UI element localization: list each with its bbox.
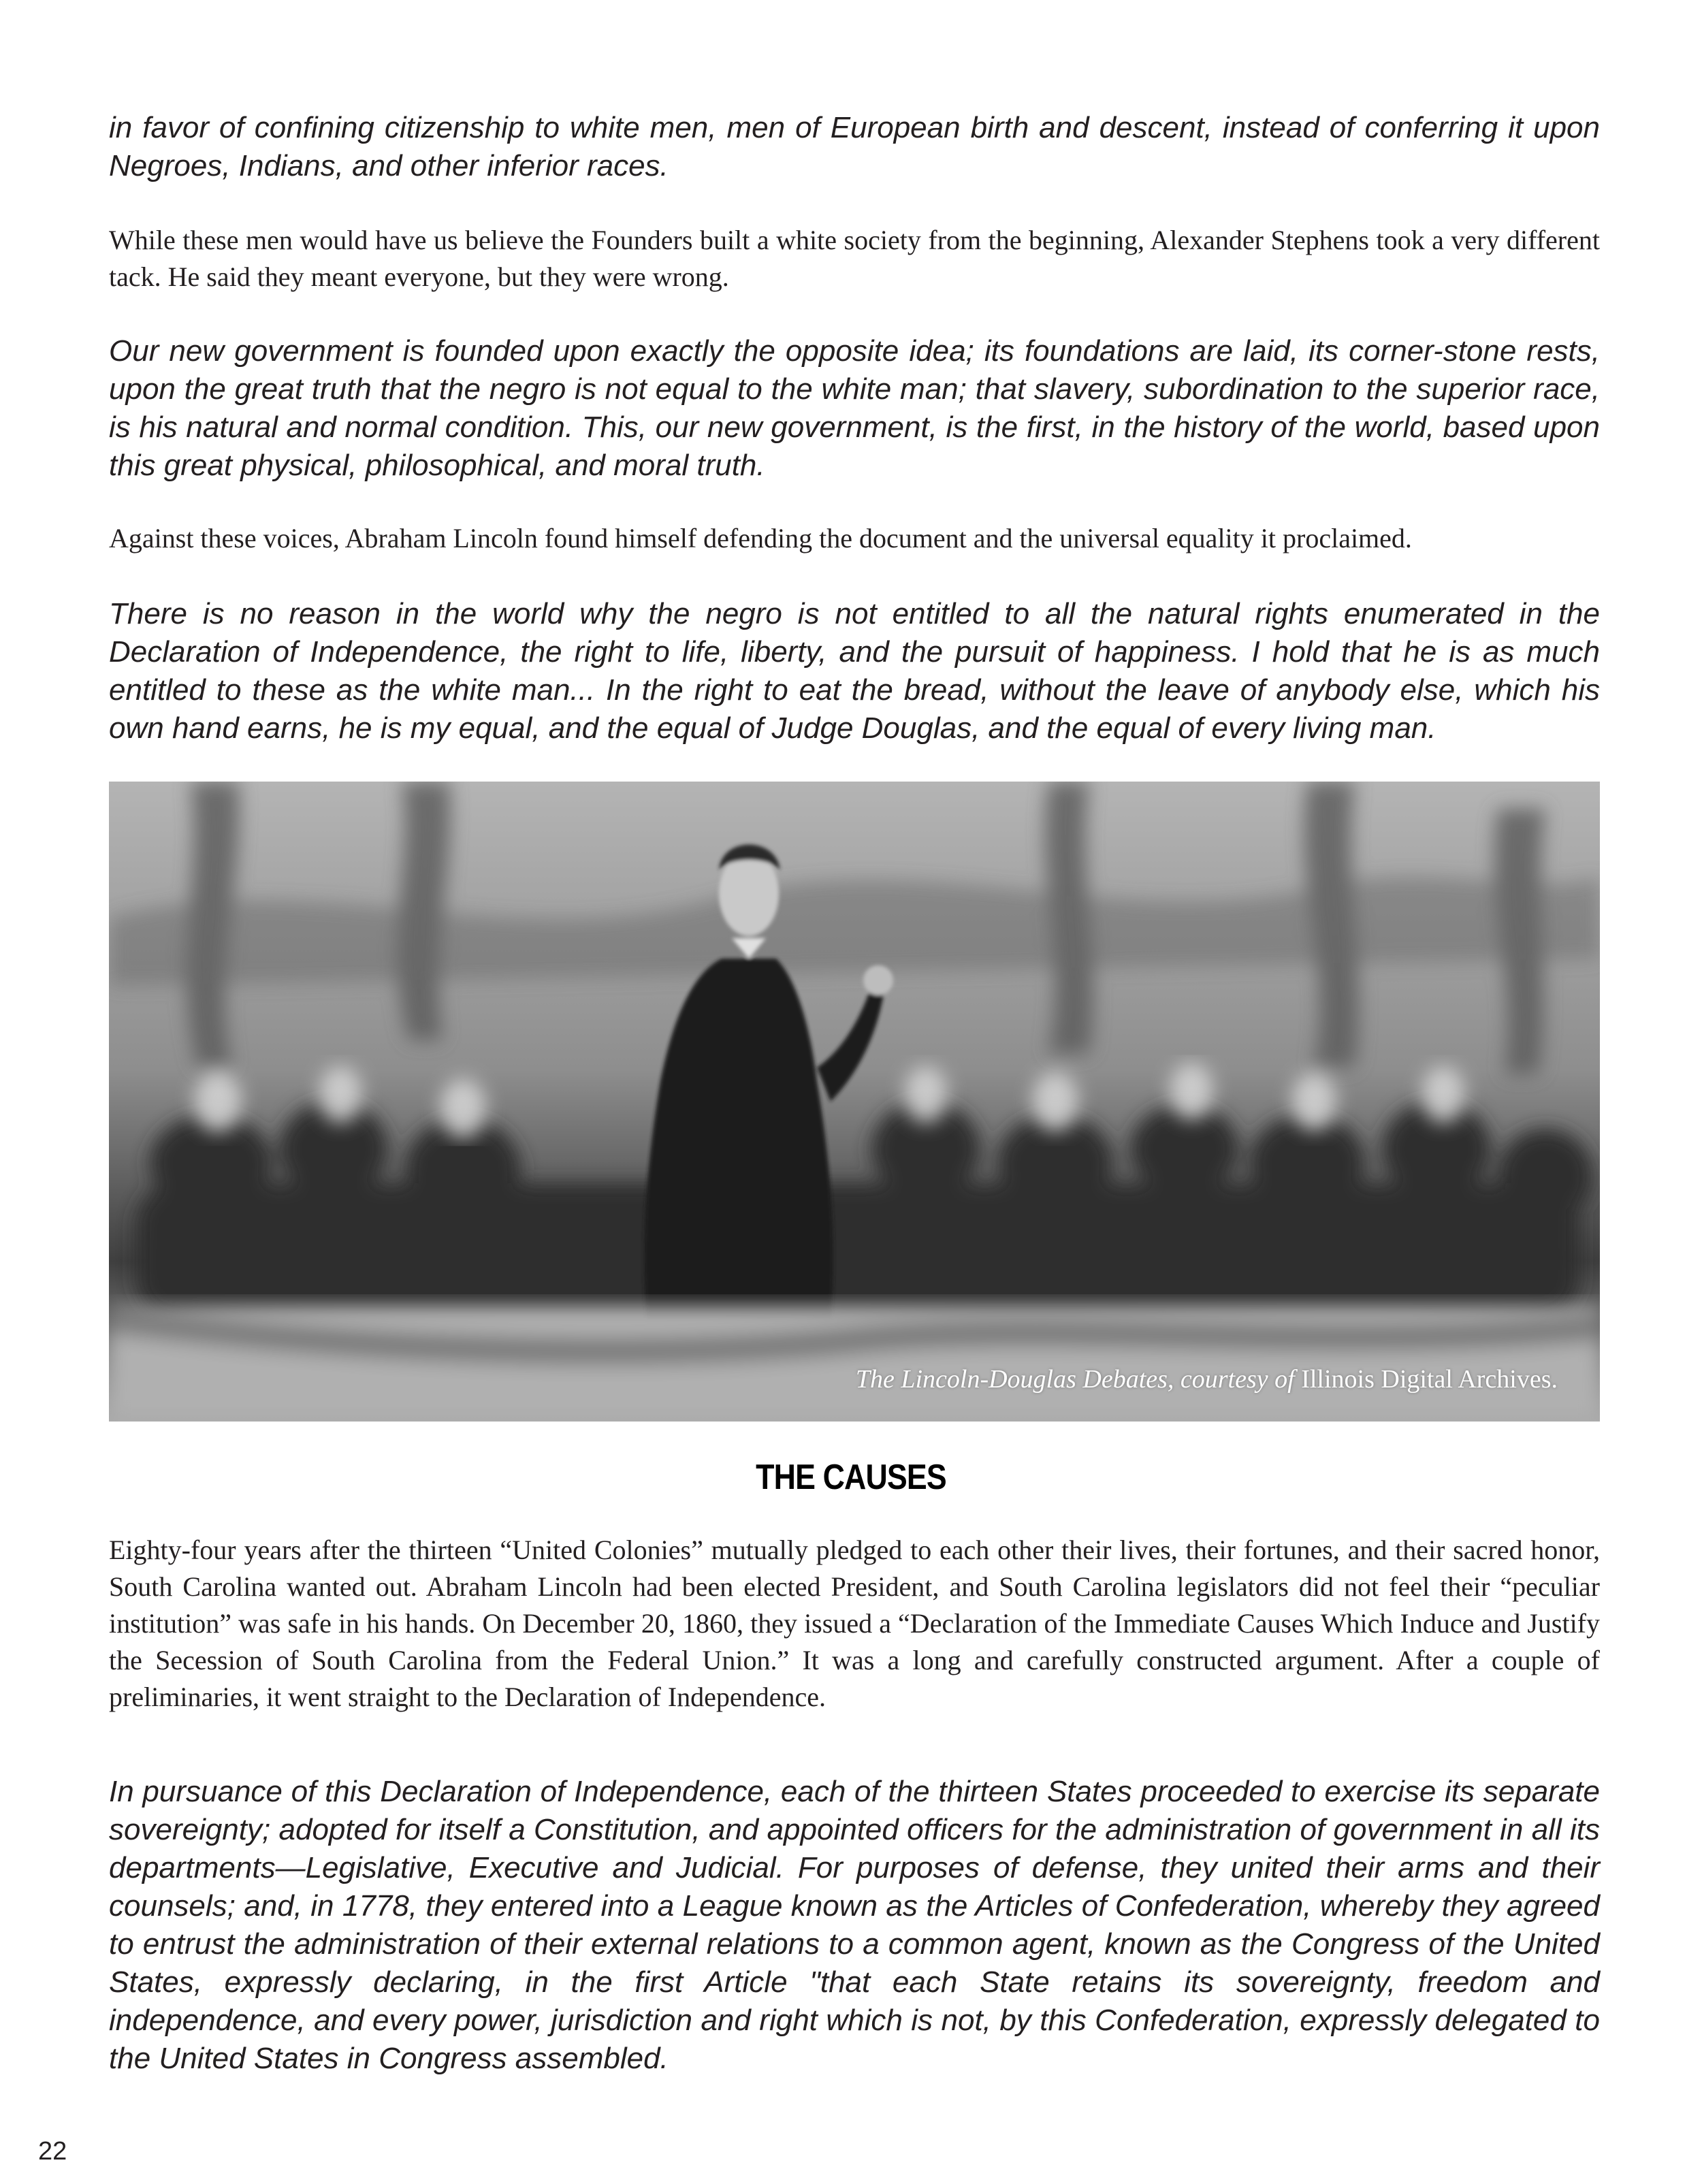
quote-lincoln-equality: There is no reason in the world why the negro is not entitled to all the natural rights enumerated in the Declaration of Independence, the right to life, liberty, and the pursuit of happiness. I hold that he is as much entitled to these as the white man... In the right to eat the bread, without the leave of anybody else, which his own hand earns, he is my equal, and the equal of Judge Douglas, and the equal of every living man.	[109, 597, 1600, 745]
paragraph-stephens-intro: While these men would have us believe the Founders built a white society from the beginning, Alexander Stephens took a very different tack. He said they meant everyone, but they were wrong.	[109, 225, 1600, 292]
debate-photo-illustration	[109, 782, 1600, 1422]
section-heading: THE CAUSES	[756, 1458, 946, 1497]
paragraph-lincoln-intro: Against these voices, Abraham Lincoln found himself defending the document and the universal equality it proclaimed.	[109, 523, 1412, 553]
quote-stephens-cornerstone: Our new government is founded upon exactly the opposite idea; its foundations are laid, its corner-stone rests, upon the great truth that the negro is not equal to the white man; that slavery, subordination to the superior race, is his natural and normal condition. This, our new government, is the first, in the history of the world, based upon this great physical, philosophical, and moral truth.	[109, 334, 1600, 482]
photo-caption-source: Illinois Digital Archives.	[1294, 1365, 1558, 1394]
lincoln-douglas-debate-photo	[109, 782, 1600, 1422]
quote-secession-declaration: In pursuance of this Declaration of Independence, each of the thirteen States proceeded to exercise its separate sovereignty; adopted for itself a Constitution, and appointed officers for the administration of government in all its departments—Legislative, Executive and Judicial. For purposes of defense, they united their arms and their counsels; and, in 1778, they entered into a League known as the Articles of Confederation, whereby they agreed to entrust the administration of their external relations to a common agent, known as the Congress of the United States, expressly declaring, in the first Article "that each State retains its sovereignty, freedom and independence, and every power, jurisdiction and right which is not, by this Confederation, expressly delegated to the United States in Congress assembled.	[109, 1775, 1600, 2075]
quote-citizenship: in favor of confining citizenship to white men, men of European birth and descent, instead of conferring it upon Negroes, Indians, and other inferior races.	[109, 111, 1600, 182]
photo-caption-title: The Lincoln-Douglas Debates, courtesy of	[855, 1365, 1295, 1394]
paragraph-south-carolina: Eighty-four years after the thirteen “United Colonies” mutually pledged to each other their lives, their fortunes, and their sacred honor, South Carolina wanted out. Abraham Lincoln had been elected President, and South Carolina legislators did not feel their “peculiar institution” was safe in his hands. On December 20, 1860, they issued a “Declaration of the Immediate Causes Which Induce and Justify the Secession of South Carolina from the Federal Union.” It was a long and carefully constructed argument. After a couple of preliminaries, it went straight to the Declaration of Independence.	[109, 1535, 1600, 1712]
photo-caption	[856, 1364, 1558, 1394]
page-number: 22	[38, 2137, 67, 2166]
